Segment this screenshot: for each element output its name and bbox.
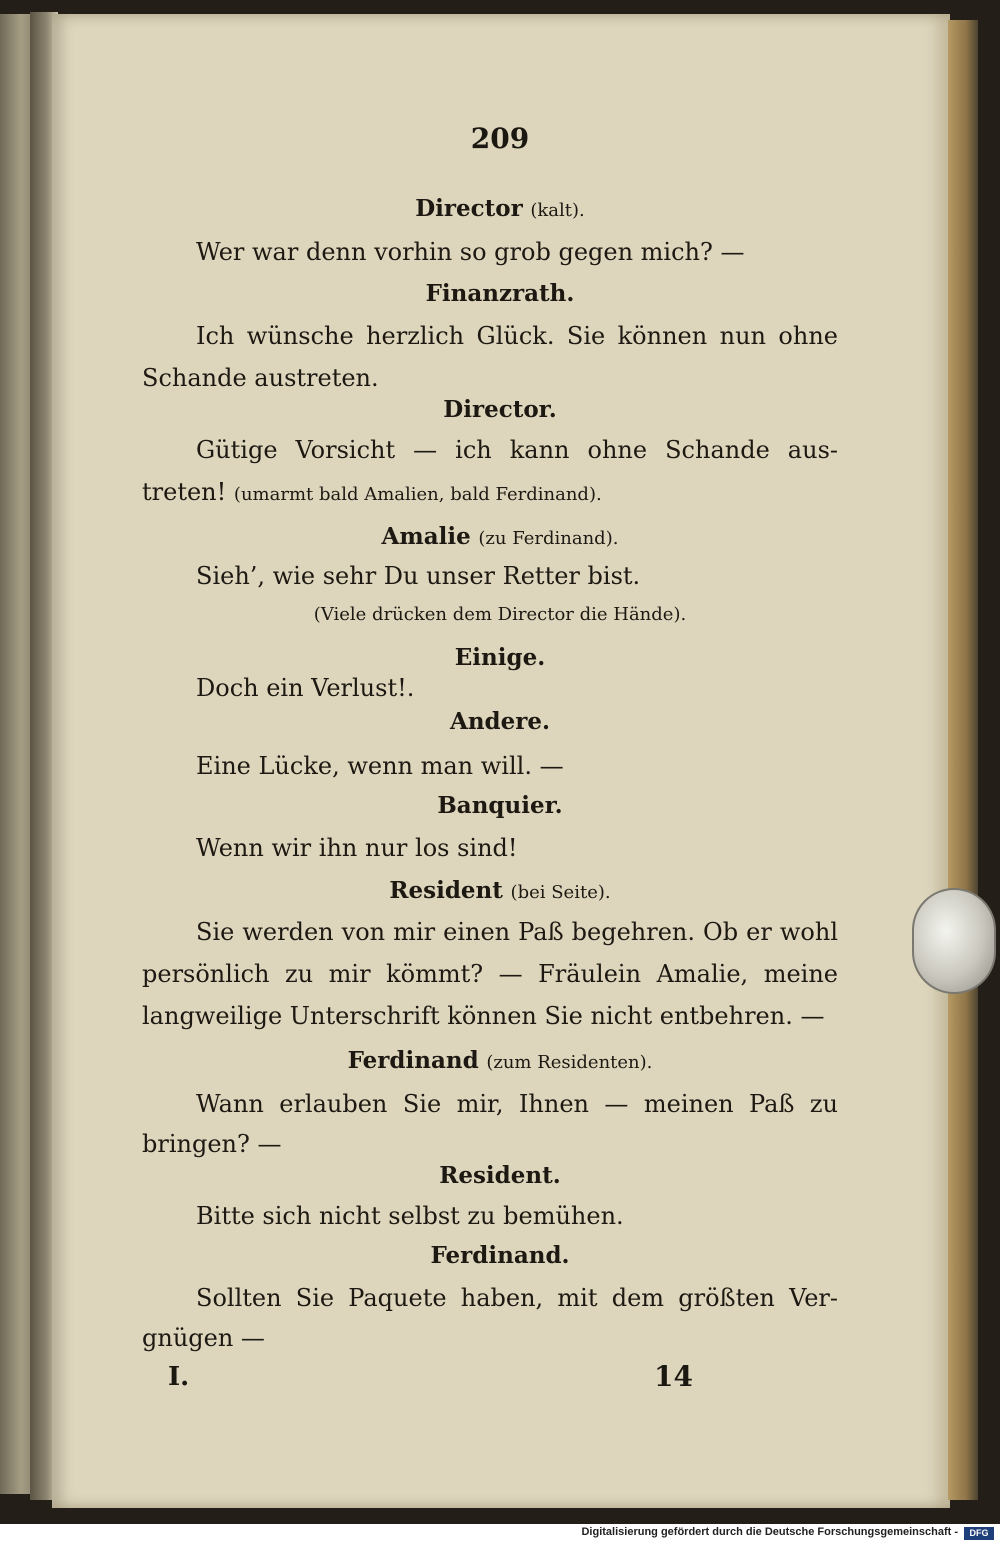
speaker-name: Ferdinand <box>347 1047 479 1074</box>
text-line: bringen? — <box>142 1130 282 1158</box>
digitization-bar <box>0 1524 1000 1544</box>
speaker-heading: Resident. <box>439 1162 561 1189</box>
speaker-heading: Andere. <box>449 708 551 735</box>
stage-direction: (umarmt bald Amalien, bald Ferdinand). <box>233 484 602 505</box>
speaker-name: Amalie <box>381 523 471 550</box>
text-line: langweilige Unterschrift können Sie nicht entbehren. — <box>142 1002 825 1030</box>
stage-direction: (zu Ferdinand). <box>478 528 619 549</box>
speaker-heading <box>0 1046 1000 1074</box>
speaker-name: Director <box>415 195 523 222</box>
text-line: Bitte sich nicht selbst zu bemühen. <box>196 1202 624 1230</box>
dfg-logo: DFG <box>964 1527 994 1540</box>
stage-direction: (zum Residenten). <box>486 1052 653 1073</box>
speaker-heading <box>0 876 1000 904</box>
speaker-heading <box>0 194 1000 222</box>
text-line: Gütige Vorsicht — ich kann ohne Schande aus- <box>196 436 838 464</box>
speaker-heading: Banquier. <box>437 792 563 819</box>
sheet-number: 14 <box>654 1360 693 1393</box>
speaker-heading: Finanzrath. <box>425 280 575 307</box>
text-line: Sieh’, wie sehr Du unser Retter bist. <box>196 562 641 590</box>
text-line: Wenn wir ihn nur los sind! <box>196 834 518 862</box>
text-line: Doch ein Verlust!. <box>196 674 415 702</box>
digitization-note: Digitalisierung gefördert durch die Deutsche Forschungsgemeinschaft - <box>581 1526 958 1538</box>
speaker-heading: Einige. <box>454 644 546 671</box>
text-line: gnügen — <box>142 1324 265 1352</box>
text-line <box>142 478 602 506</box>
speaker-name: Resident <box>389 877 503 904</box>
signature-mark: I. <box>168 1362 190 1392</box>
text-line: persönlich zu mir kömmt? — Fräulein Amalie, meine <box>142 960 838 988</box>
stage-direction: (kalt). <box>530 200 585 221</box>
text-line: Ich wünsche herzlich Glück. Sie können nun ohne <box>196 322 838 350</box>
text-fragment: treten! <box>142 478 227 506</box>
text-line: Sie werden von mir einen Paß begehren. Ob er wohl <box>196 918 838 946</box>
page-number: 209 <box>470 122 530 155</box>
text-line: Wer war denn vorhin so grob gegen mich? — <box>196 238 745 266</box>
text-line: Wann erlauben Sie mir, Ihnen — meinen Paß zu <box>196 1090 838 1118</box>
text-line: Schande austreten. <box>142 364 379 392</box>
speaker-heading: Director. <box>443 396 557 423</box>
stage-direction: (bei Seite). <box>510 882 611 903</box>
stage-direction: (Viele drücken dem Director die Hände). <box>313 604 687 625</box>
page-edge <box>948 20 978 1500</box>
text-line: Sollten Sie Paquete haben, mit dem größten Ver- <box>196 1284 838 1312</box>
speaker-heading <box>0 522 1000 550</box>
speaker-heading: Ferdinand. <box>430 1242 570 1269</box>
text-line: Eine Lücke, wenn man will. — <box>196 752 564 780</box>
